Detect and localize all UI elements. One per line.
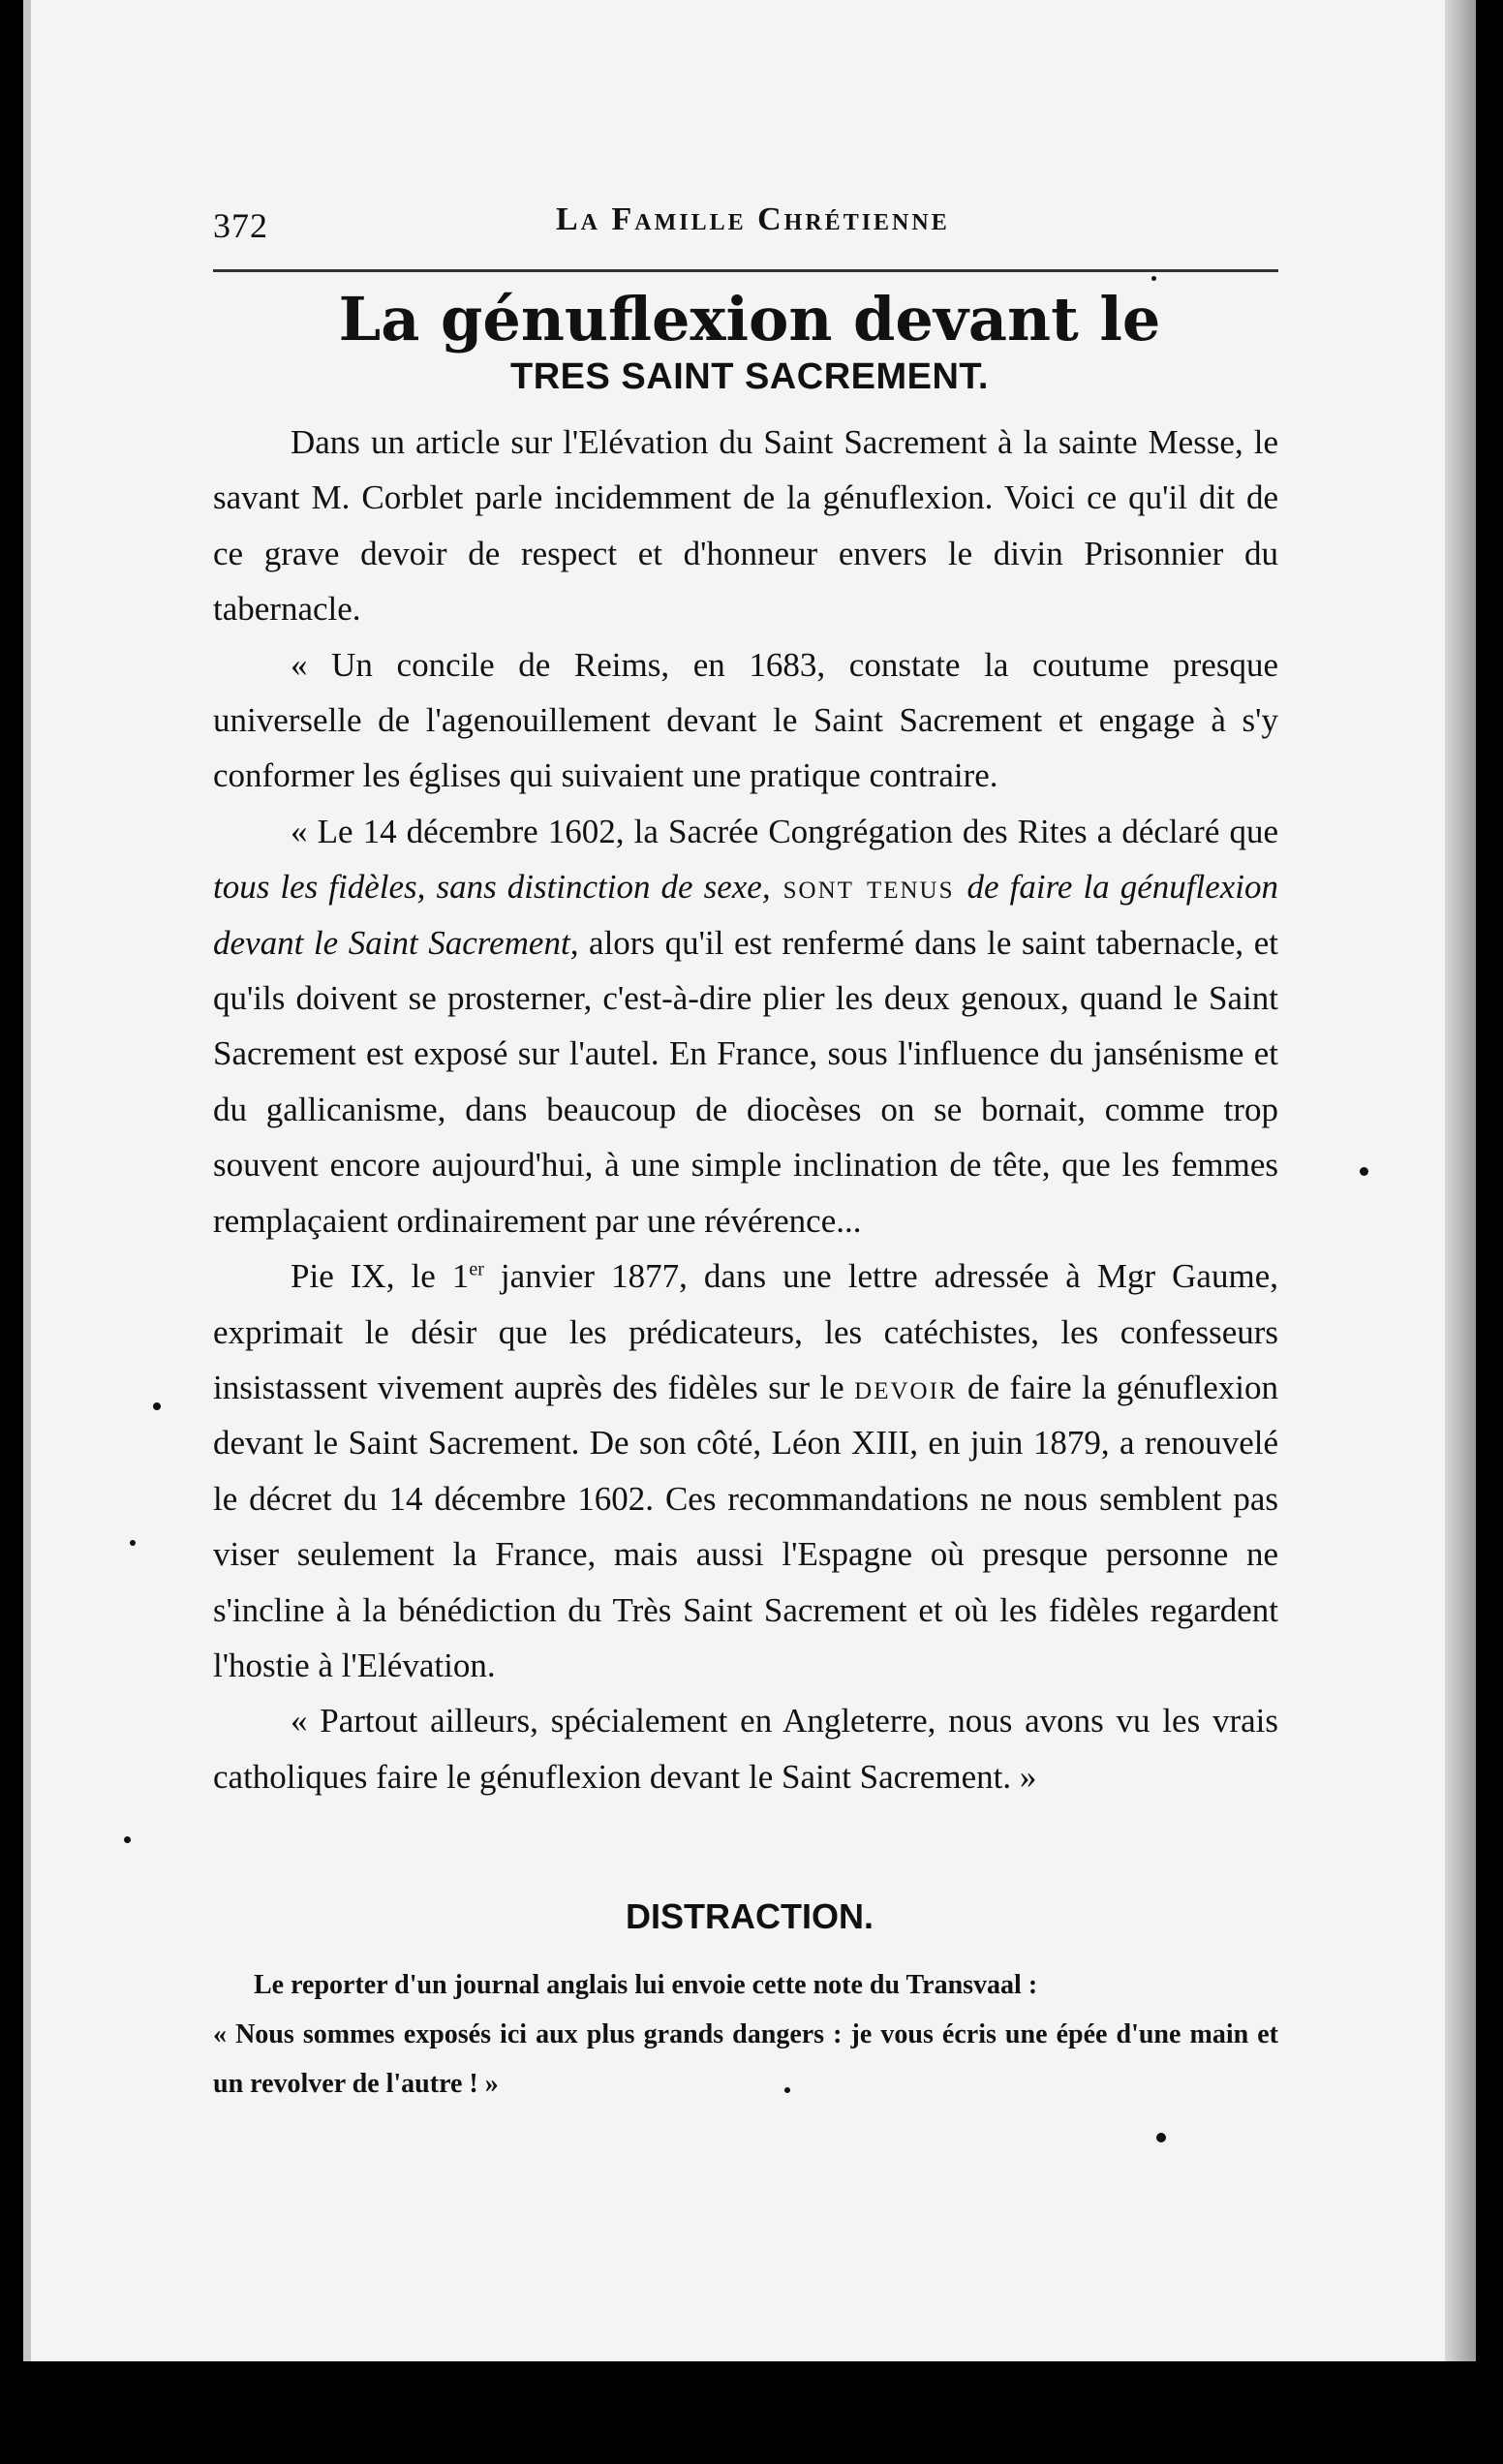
article-body <box>213 415 1278 1804</box>
paragraph-3-italic-fideles: tous les fidèles, sans distinction de sexe, <box>213 868 771 907</box>
paragraph-3-italic-genuflexion: de faire la génuflexion devant le Saint Sacrement, <box>213 868 1278 962</box>
scan-speck <box>124 1836 131 1843</box>
article-title: La génuflexion devant le <box>338 284 1161 354</box>
paragraph-4-middle: janvier 1877, dans une lettre adressée à Mgr Gaume, exprimait le désir que les prédicateurs, les catéchistes, les confesseurs insistassent vivement auprès des fidèles sur le <box>213 1257 1278 1406</box>
paragraph-4-caps-devoir: devoir <box>854 1368 958 1406</box>
scan-speck <box>1151 276 1156 281</box>
paragraph-1: Dans un article sur l'Elévation du Saint Sacrement à la sainte Messe, le savant M. Corblet parle incidemment de la génuflexion. Voici ce qu'il dit de ce grave devoir de respect et d'honneur envers le divin Prisonnier du tabernacle. <box>213 423 1278 629</box>
scan-speck <box>153 1402 161 1410</box>
paragraph-5: « Partout ailleurs, spécialement en Angleterre, nous avons vu les vrais catholiques faire le génuflexion devant le Saint Sacrement. » <box>213 1702 1278 1796</box>
paragraph-3-caps-sont-tenus: sont tenus <box>770 868 967 907</box>
scan-speck <box>1156 2133 1166 2142</box>
scan-speck <box>1360 1167 1368 1176</box>
page-number: 372 <box>213 206 268 245</box>
distraction-line-2: « Nous sommes exposés ici aux plus grands dangers : je vous écris une épée d'une main et un revolver de l'autre ! » <box>213 2019 1278 2099</box>
header-rule <box>213 269 1278 272</box>
scan-speck <box>784 2087 790 2093</box>
book-page <box>23 0 1476 2361</box>
distraction-body <box>213 1960 1278 2109</box>
distraction-line-1: Le reporter d'un journal anglais lui envoie cette note du Transvaal : <box>254 1970 1038 2000</box>
paragraph-3-intro: « Le 14 décembre 1602, la Sacrée Congrégation des Rites a déclaré que <box>291 812 1278 850</box>
paragraph-4-rest: de faire la génuflexion devant le Saint Sacrement. De son côté, Léon XIII, en juin 1879, a renouvelé le décret du 14 décembre 1602. Ces recommandations ne nous semblent pas viser seulement la France, mais aussi l'Espagne où presque personne ne s'incline à la bénédiction du Très Saint Sacrement et où les fidèles regardent l'hostie à l'Elévation. <box>213 1368 1278 1684</box>
page-right-edge <box>1445 0 1476 2361</box>
paragraph-4 <box>213 1248 1278 1693</box>
page-header <box>213 201 1278 260</box>
paragraph-3-rest: alors qu'il est renfermé dans le saint tabernacle, et qu'ils doivent se prosterner, c'est-à-dire plier les deux genoux, quand le Saint Sacrement est exposé sur l'autel. En France, sous l'influence du jansénisme et du gallicanisme, dans beaucoup de diocèses on se bornait, comme trop souvent encore aujourd'hui, à une simple inclination de tête, que les femmes remplaçaient ordinairement par une révérence... <box>213 923 1279 1240</box>
paragraph-4-intro: Pie IX, le 1 <box>291 1257 470 1296</box>
paragraph-3 <box>213 804 1278 1248</box>
scan-speck <box>130 1540 136 1546</box>
running-title: La Famille Chrétienne <box>556 201 950 237</box>
paragraph-2: « Un concile de Reims, en 1683, constate la coutume presque universelle de l'agenouillement devant le Saint Sacrement et engage à s'y conformer les églises qui suivaient une pratique contraire. <box>213 645 1278 795</box>
page-left-edge <box>23 0 31 2361</box>
distraction-title: DISTRACTION. <box>626 1896 874 1936</box>
article-subtitle: TRES SAINT SACREMENT. <box>510 356 989 397</box>
paragraph-4-superscript: er <box>469 1258 484 1280</box>
